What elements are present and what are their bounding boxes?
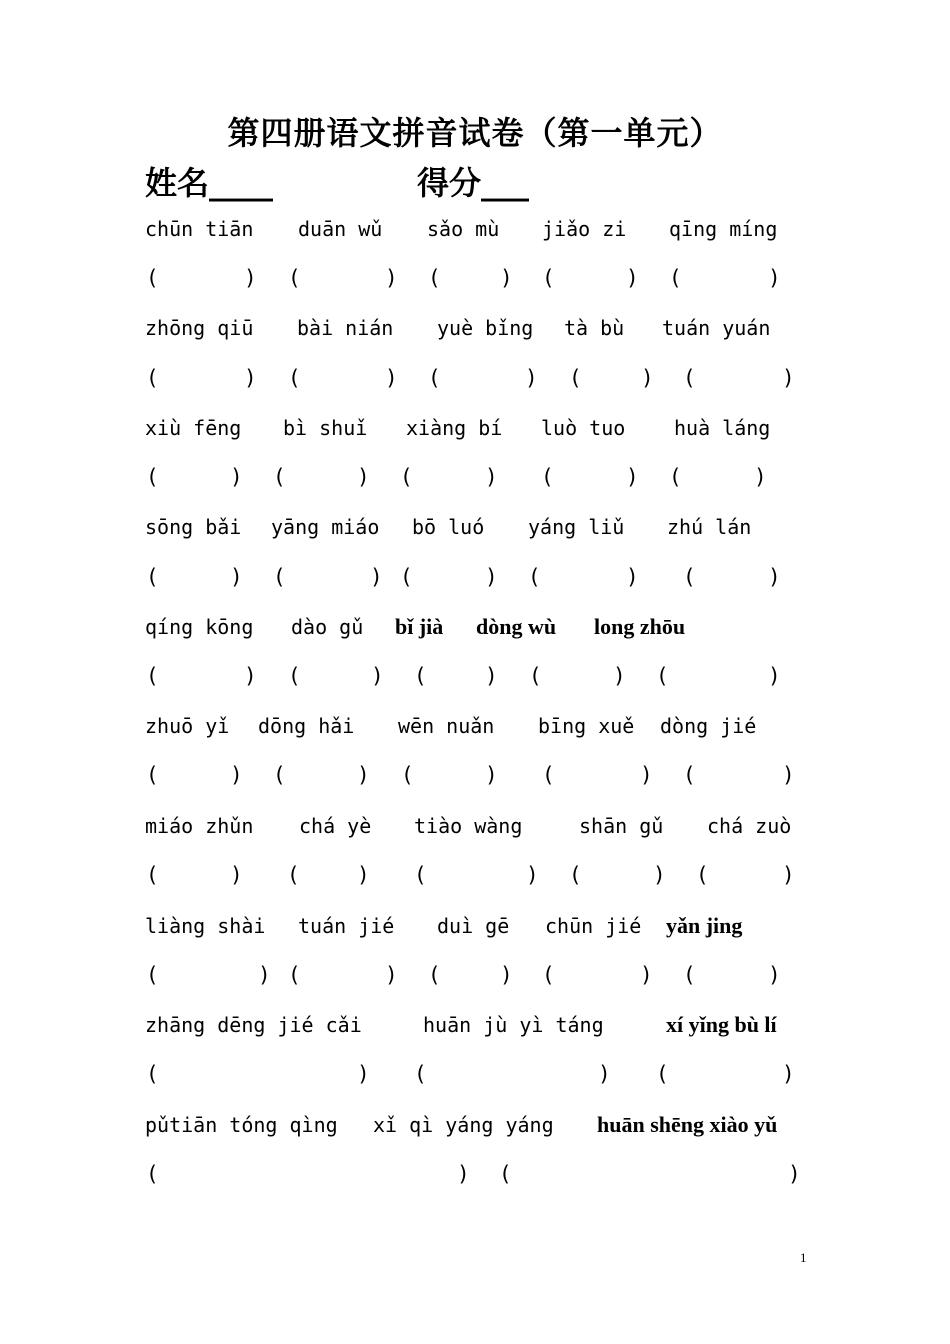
answer-row [145, 661, 825, 691]
answer-close-paren: ) [782, 863, 795, 887]
pinyin-item: huān shēng xiào yǔ [597, 1112, 778, 1137]
answer-close-paren: ) [768, 963, 781, 987]
answer-close-paren: ) [768, 664, 781, 688]
answer-open-paren: ( [287, 863, 300, 887]
answer-close-paren: ) [641, 366, 654, 390]
answer-close-paren: ) [244, 366, 257, 390]
answer-close-paren: ) [598, 1062, 611, 1086]
answer-close-paren: ) [357, 863, 370, 887]
pinyin-item: sōng bǎi [145, 515, 242, 539]
answer-row [145, 960, 825, 990]
pinyin-item: qíng kōng [145, 615, 254, 639]
pinyin-row [145, 1010, 825, 1040]
answer-open-paren: ( [146, 664, 159, 688]
pinyin-item: liàng shài [145, 914, 266, 938]
pinyin-item: yuè bǐng [437, 316, 534, 340]
answer-open-paren: ( [273, 763, 286, 787]
pinyin-row [145, 512, 825, 542]
pinyin-item: duān wǔ [298, 217, 383, 241]
answer-open-paren: ( [288, 366, 301, 390]
answer-open-paren: ( [542, 963, 555, 987]
answer-open-paren: ( [146, 1062, 159, 1086]
pinyin-row [145, 313, 825, 343]
pinyin-item: long zhōu [594, 614, 686, 639]
answer-close-paren: ) [485, 763, 498, 787]
pinyin-item: shān gǔ [579, 814, 664, 838]
pinyin-item: zhōng qiū [145, 316, 254, 340]
answer-open-paren: ( [414, 863, 427, 887]
answer-close-paren: ) [370, 565, 383, 589]
answer-open-paren: ( [288, 963, 301, 987]
pinyin-item: jiǎo zi [542, 217, 627, 241]
pinyin-item: chūn jié [545, 914, 642, 938]
answer-open-paren: ( [146, 465, 159, 489]
answer-close-paren: ) [457, 1162, 470, 1186]
pinyin-item: chūn tiān [145, 217, 254, 241]
pinyin-item: bǐ jià [395, 614, 444, 639]
answer-row [145, 263, 825, 293]
answer-close-paren: ) [500, 266, 513, 290]
answer-close-paren: ) [244, 266, 257, 290]
name-field-label: 姓名____ [145, 164, 274, 202]
answer-close-paren: ) [230, 565, 243, 589]
answer-close-paren: ) [782, 763, 795, 787]
answer-close-paren: ) [626, 565, 639, 589]
answer-open-paren: ( [499, 1162, 512, 1186]
pinyin-item: bīng xuě [538, 714, 635, 738]
score-field-label: 得分___ [417, 164, 530, 202]
answer-close-paren: ) [626, 465, 639, 489]
answer-close-paren: ) [371, 664, 384, 688]
answer-close-paren: ) [385, 366, 398, 390]
answer-close-paren: ) [525, 366, 538, 390]
answer-row [145, 1059, 825, 1089]
answer-open-paren: ( [400, 565, 413, 589]
answer-open-paren: ( [529, 664, 542, 688]
answer-close-paren: ) [640, 963, 653, 987]
pinyin-item: dòng wù [476, 614, 557, 639]
answer-open-paren: ( [428, 266, 441, 290]
page-title: 第四册语文拼音试卷（第一单元） [227, 114, 723, 152]
answer-close-paren: ) [613, 664, 626, 688]
pinyin-item: chá zuò [707, 814, 792, 838]
answer-open-paren: ( [146, 565, 159, 589]
pinyin-item: chá yè [299, 814, 372, 838]
answer-close-paren: ) [230, 465, 243, 489]
pinyin-item: yǎn jing [666, 913, 743, 938]
answer-close-paren: ) [244, 664, 257, 688]
answer-open-paren: ( [569, 863, 582, 887]
pinyin-item: sǎo mù [427, 217, 500, 241]
answer-open-paren: ( [400, 465, 413, 489]
pinyin-item: huān jù yì táng [423, 1013, 604, 1037]
answer-close-paren: ) [782, 366, 795, 390]
answer-close-paren: ) [357, 763, 370, 787]
answer-close-paren: ) [385, 266, 398, 290]
answer-close-paren: ) [640, 763, 653, 787]
pinyin-item: dào gǔ [291, 615, 364, 639]
pinyin-item: xí yǐng bù lí [666, 1012, 777, 1037]
pinyin-item: zhú lán [667, 515, 752, 539]
answer-close-paren: ) [526, 863, 539, 887]
answer-close-paren: ) [626, 266, 639, 290]
answer-close-paren: ) [754, 465, 767, 489]
pinyin-row [145, 911, 825, 941]
answer-close-paren: ) [357, 1062, 370, 1086]
pinyin-item: qīng míng [669, 217, 778, 241]
pinyin-item: tuán jié [298, 914, 395, 938]
answer-open-paren: ( [146, 1162, 159, 1186]
pinyin-item: bō luó [412, 515, 485, 539]
answer-open-paren: ( [146, 266, 159, 290]
pinyin-row [145, 811, 825, 841]
answer-open-paren: ( [273, 465, 286, 489]
answer-row [145, 860, 825, 890]
pinyin-item: bì shuǐ [283, 416, 368, 440]
pinyin-item: xǐ qì yáng yáng [373, 1113, 554, 1137]
answer-open-paren: ( [273, 565, 286, 589]
student-info [145, 158, 845, 202]
answer-open-paren: ( [541, 465, 554, 489]
answer-close-paren: ) [385, 963, 398, 987]
answer-close-paren: ) [485, 565, 498, 589]
pinyin-item: dòng jié [660, 714, 757, 738]
answer-open-paren: ( [288, 664, 301, 688]
answer-open-paren: ( [569, 366, 582, 390]
answer-open-paren: ( [146, 863, 159, 887]
answer-open-paren: ( [656, 664, 669, 688]
answer-row [145, 760, 825, 790]
answer-open-paren: ( [669, 266, 682, 290]
pinyin-item: duì gē [437, 914, 510, 938]
pinyin-item: zhuō yǐ [145, 714, 230, 738]
pinyin-item: wēn nuǎn [398, 714, 495, 738]
pinyin-item: xiàng bí [406, 416, 503, 440]
pinyin-item: pǔtiān tóng qìng [145, 1113, 338, 1137]
answer-row [145, 562, 825, 592]
answer-close-paren: ) [768, 266, 781, 290]
answer-open-paren: ( [428, 963, 441, 987]
answer-close-paren: ) [485, 465, 498, 489]
pinyin-item: xiù fēng [145, 416, 242, 440]
answer-close-paren: ) [485, 664, 498, 688]
pinyin-row [145, 711, 825, 741]
answer-open-paren: ( [401, 763, 414, 787]
answer-close-paren: ) [258, 963, 271, 987]
pinyin-row [145, 214, 825, 244]
answer-close-paren: ) [788, 1162, 801, 1186]
answer-close-paren: ) [653, 863, 666, 887]
pinyin-item: dōng hǎi [258, 714, 355, 738]
answer-open-paren: ( [146, 763, 159, 787]
pinyin-item: yáng liǔ [528, 515, 625, 539]
answer-open-paren: ( [414, 1062, 427, 1086]
pinyin-item: tiào wàng [414, 814, 523, 838]
pinyin-item: zhāng dēng jié cǎi [145, 1013, 362, 1037]
answer-close-paren: ) [230, 763, 243, 787]
answer-row [145, 363, 825, 393]
pinyin-item: miáo zhǔn [145, 814, 254, 838]
answer-open-paren: ( [696, 863, 709, 887]
pinyin-item: tà bù [564, 316, 625, 340]
pinyin-row [145, 413, 825, 443]
answer-open-paren: ( [542, 763, 555, 787]
answer-open-paren: ( [146, 963, 159, 987]
page-number: 1 [800, 1250, 807, 1265]
answer-row [145, 462, 825, 492]
pinyin-row [145, 1110, 825, 1140]
answer-open-paren: ( [428, 366, 441, 390]
answer-open-paren: ( [683, 763, 696, 787]
answer-open-paren: ( [528, 565, 541, 589]
pinyin-row [145, 612, 825, 642]
pinyin-item: yāng miáo [271, 515, 380, 539]
pinyin-item: huà láng [674, 416, 771, 440]
answer-open-paren: ( [288, 266, 301, 290]
answer-close-paren: ) [768, 565, 781, 589]
answer-close-paren: ) [500, 963, 513, 987]
answer-open-paren: ( [683, 366, 696, 390]
answer-open-paren: ( [683, 565, 696, 589]
answer-open-paren: ( [542, 266, 555, 290]
pinyin-item: bài nián [297, 316, 394, 340]
pinyin-item: luò tuo [541, 416, 626, 440]
answer-close-paren: ) [230, 863, 243, 887]
answer-close-paren: ) [357, 465, 370, 489]
answer-open-paren: ( [683, 963, 696, 987]
answer-close-paren: ) [782, 1062, 795, 1086]
pinyin-item: tuán yuán [662, 316, 771, 340]
answer-open-paren: ( [414, 664, 427, 688]
answer-open-paren: ( [656, 1062, 669, 1086]
answer-open-paren: ( [669, 465, 682, 489]
answer-open-paren: ( [146, 366, 159, 390]
answer-row [145, 1159, 825, 1189]
